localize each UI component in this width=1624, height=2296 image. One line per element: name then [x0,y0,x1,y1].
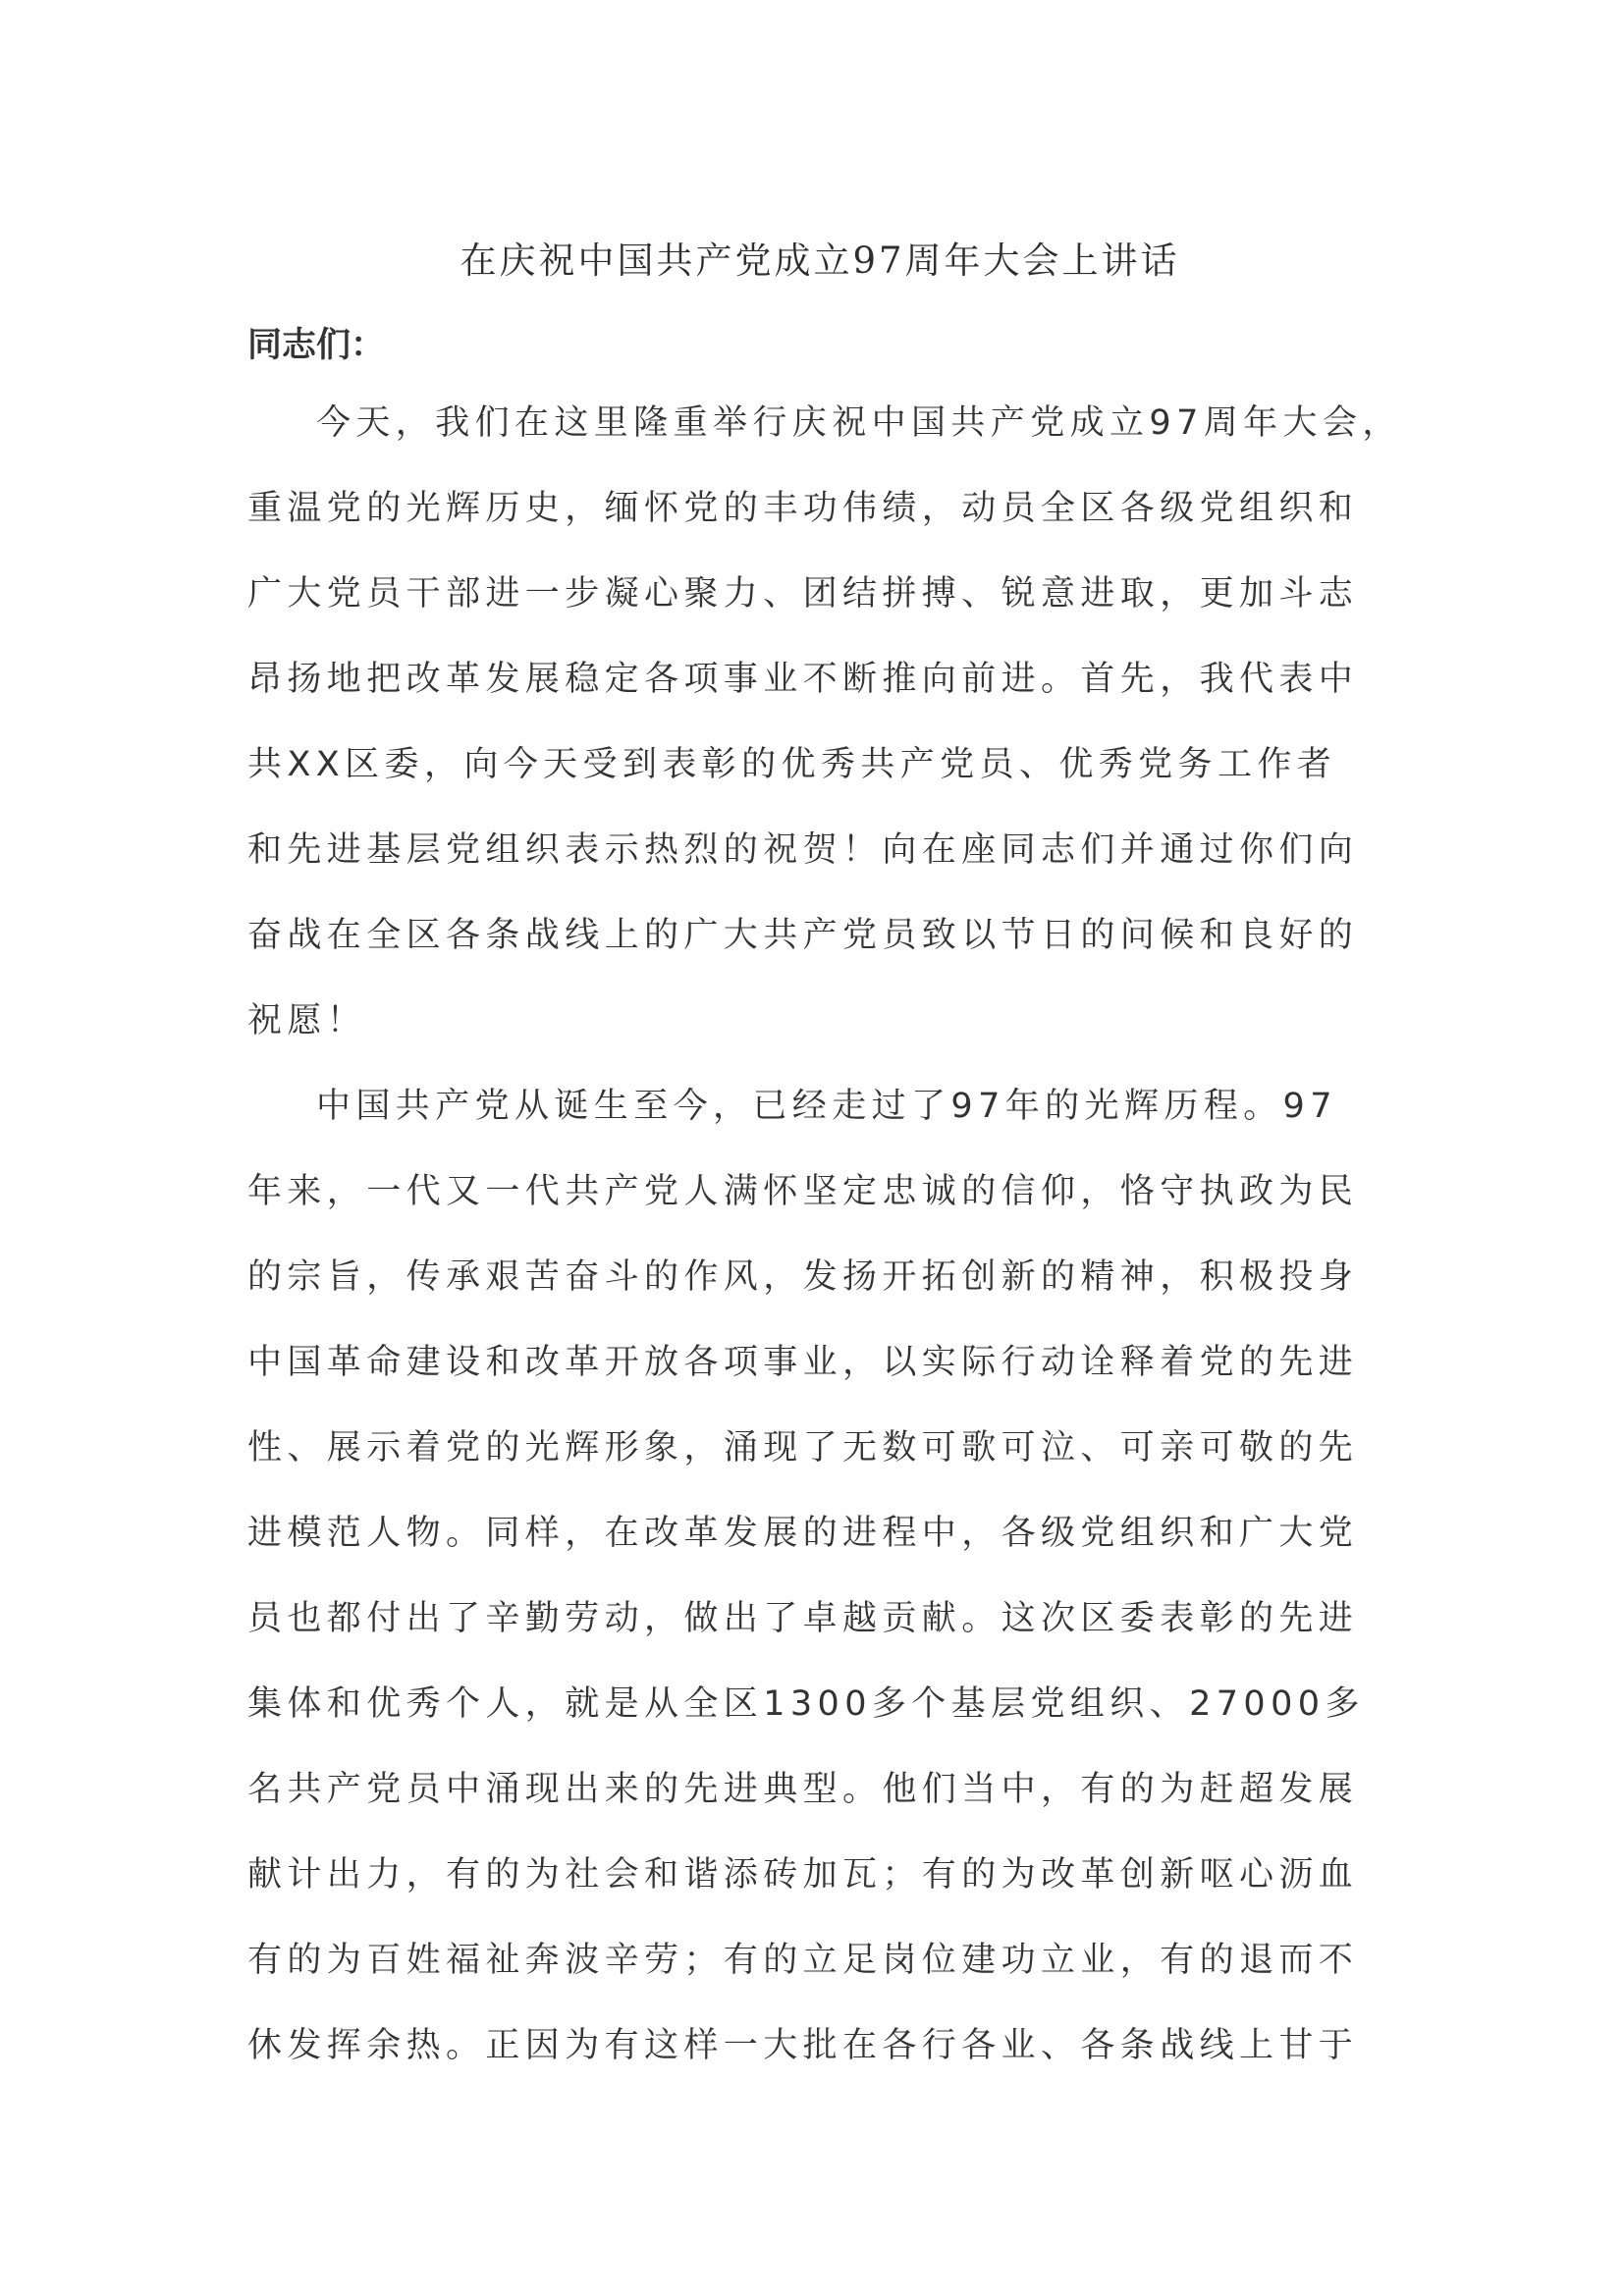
paragraph-line: 祝愿！ [247,1001,367,1041]
paragraph-line: 重温党的光辉历史，缅怀党的丰功伟绩，动员全区各级党组织和 [247,489,1359,528]
paragraph-line: 集体和优秀个人，就是从全区1300多个基层党组织、27000多 [247,1684,1365,1724]
paragraph-line: 昂扬地把改革发展稳定各项事业不断推向前进。首先，我代表中 [247,660,1359,699]
paragraph-line: 奋战在全区各条战线上的广大共产党员致以节日的问候和良好的 [247,916,1359,955]
paragraph-line: 有的为百姓福祉奔波辛劳；有的立足岗位建功立业，有的退而不 [247,1941,1359,1980]
paragraph-line: 和先进基层党组织表示热烈的祝贺！向在座同志们并通过你们向 [247,830,1359,870]
paragraph-line: 名共产党员中涌现出来的先进典型。他们当中，有的为赶超发展 [247,1770,1359,1809]
paragraph-line: 休发挥余热。正因为有这样一大批在各行各业、各条战线上甘于 [247,2026,1359,2065]
paragraph-line: 广大党员干部进一步凝心聚力、团结拼搏、锐意进取，更加斗志 [247,574,1359,614]
salutation: 同志们： [247,326,386,365]
document-page [247,228,1402,2089]
paragraph-line: 中国革命建设和改革开放各项事业，以实际行动诠释着党的先进 [247,1343,1359,1382]
paragraph-line: 今天，我们在这里隆重举行庆祝中国共产党成立97周年大会， [316,403,1402,443]
paragraph-line: 献计出力，有的为社会和谐添砖加瓦；有的为改革创新呕心沥血 [247,1855,1359,1895]
paragraph-line: 共XX区委，向今天受到表彰的优秀共产党员、优秀党务工作者 [247,745,1337,784]
paragraph-2 [247,1064,1392,2089]
paragraph-1 [247,381,1402,1064]
paragraph-line: 性、展示着党的光辉形象，涌现了无数可歌可泣、可亲可敬的先 [247,1428,1359,1468]
document-title: 在庆祝中国共产党成立97周年大会上讲话 [460,240,1180,282]
paragraph-line: 员也都付出了辛勤劳动，做出了卓越贡献。这次区委表彰的先进 [247,1599,1359,1638]
paragraph-line: 年来，一代又一代共产党人满怀坚定忠诚的信仰，恪守执政为民 [247,1172,1359,1211]
paragraph-line: 进模范人物。同样，在改革发展的进程中，各级党组织和广大党 [247,1514,1359,1553]
paragraph-line: 的宗旨，传承艰苦奋斗的作风，发扬开拓创新的精神，积极投身 [247,1257,1359,1297]
paragraph-line: 中国共产党从诞生至今，已经走过了97年的光辉历程。97 [316,1087,1337,1126]
